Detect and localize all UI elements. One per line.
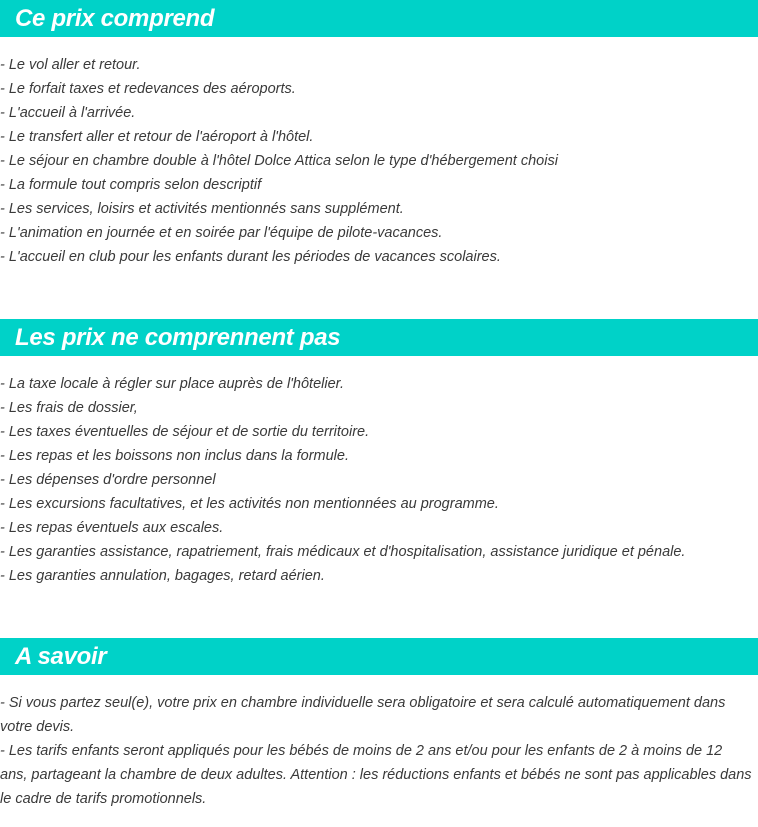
list-item: - Les repas et les boissons non inclus dans la formule.: [0, 448, 349, 464]
list-item: - Les taxes éventuelles de séjour et de sortie du territoire.: [0, 424, 370, 440]
list-item: - Les garanties annulation, bagages, retard aérien.: [0, 568, 325, 584]
list-item: - Le vol aller et retour.: [0, 57, 141, 73]
paragraph-child-rates: - Les tarifs enfants seront appliqués pour les bébés de moins de 2 ans et/ou pour les enfants de 2 à moins de 12 ans, partageant la chambre de deux adultes. Attention : les réductions enfants et bébés ne sont pas applicables dans le cadre de tarifs promotionnels.: [0, 743, 752, 807]
list-item: - La formule tout compris selon descriptif: [0, 177, 262, 193]
section-title-price-includes: Ce prix comprend: [0, 0, 758, 37]
list-item: - Les repas éventuels aux escales.: [0, 520, 224, 536]
included-list: [0, 53, 558, 269]
list-item: - Les dépenses d'ordre personnel: [0, 472, 216, 488]
list-item: - Les services, loisirs et activités mentionnés sans supplément.: [0, 201, 404, 217]
section-price-excludes: [0, 319, 758, 584]
good-to-know-text: [0, 691, 752, 811]
list-item: - Le forfait taxes et redevances des aéroports.: [0, 81, 296, 97]
list-item: - Les frais de dossier,: [0, 400, 138, 416]
list-item: - L'animation en journée et en soirée par l'équipe de pilote-vacances.: [0, 225, 443, 241]
section-price-includes: [0, 0, 758, 265]
section-title-price-excludes: Les prix ne comprennent pas: [0, 319, 758, 356]
paragraph-single-supplement: - Si vous partez seul(e), votre prix en chambre individuelle sera obligatoire et sera calculé automatiquement dans votre devis.: [0, 695, 726, 735]
list-item: - La taxe locale à régler sur place auprès de l'hôtelier.: [0, 376, 344, 392]
list-item: - L'accueil en club pour les enfants durant les périodes de vacances scolaires.: [0, 249, 501, 265]
list-item: - Le transfert aller et retour de l'aéroport à l'hôtel.: [0, 129, 314, 145]
section-good-to-know: [0, 638, 758, 807]
list-item: - Les garanties assistance, rapatriement, frais médicaux et d'hospitalisation, assistance juridique et pénale.: [0, 544, 686, 560]
list-item: - Le séjour en chambre double à l'hôtel Dolce Attica selon le type d'hébergement choisi: [0, 153, 558, 169]
list-item: - Les excursions facultatives, et les activités non mentionnées au programme.: [0, 496, 499, 512]
list-item: - L'accueil à l'arrivée.: [0, 105, 136, 121]
section-title-good-to-know: A savoir: [0, 638, 758, 675]
excluded-list: [0, 372, 685, 588]
